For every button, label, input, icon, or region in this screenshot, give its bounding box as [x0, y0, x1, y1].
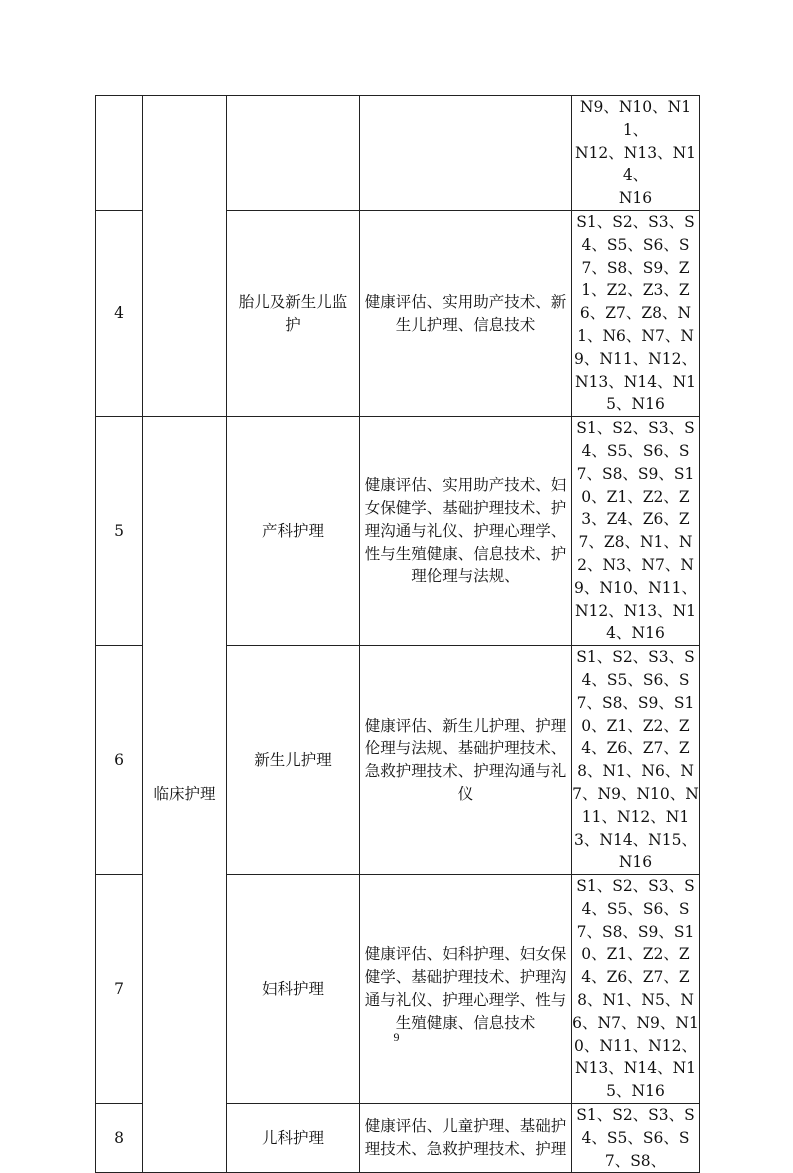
course-name — [227, 96, 360, 211]
competency-codes — [572, 96, 700, 211]
content-line: 生儿护理、信息技术 — [395, 315, 536, 334]
competency-codes: S1、S2、S3、S4、S5、S6、S7、S8、 — [572, 1104, 700, 1173]
row-number: 4 — [96, 210, 143, 416]
curriculum-table — [95, 95, 700, 1173]
related-courses — [360, 96, 572, 211]
category-cell — [143, 96, 227, 417]
course-name: 胎儿及新生儿监 护 — [227, 210, 360, 416]
related-courses — [360, 210, 572, 416]
codes-line: N16 — [618, 189, 653, 208]
related-courses: 健康评估、新生儿护理、护理伦理与法规、基础护理技术、急救护理技术、护理沟通与礼仪 — [360, 646, 572, 875]
course-name: 妇科护理 — [227, 875, 360, 1104]
course-name: 产科护理 — [227, 417, 360, 646]
competency-codes: S1、S2、S3、S4、S5、S6、S7、S8、S9、S10、Z1、Z2、Z4、Z6、Z7、Z8、N1、N5、N6、N7、N9、N10、N11、N12、N13、N14、N15、N16 — [572, 875, 700, 1104]
competency-codes: S1、S2、S3、S4、S5、S6、S7、S8、S9、S10、Z1、Z2、Z3、Z4、Z6、Z7、Z8、N1、N2、N3、N7、N9、N10、N11、N12、N13、N14、N16 — [572, 417, 700, 646]
row-number: 7 — [96, 875, 143, 1104]
row-number: 6 — [96, 646, 143, 875]
content-line: 健康评估、实用助产技术、新 — [364, 292, 567, 311]
row-number: 5 — [96, 417, 143, 646]
related-courses: 健康评估、妇科护理、妇女保健学、基础护理技术、护理沟通与礼仪、护理心理学、性与生殖健康、信息技术 — [360, 875, 572, 1104]
codes-line: N9、N10、N11、 — [579, 98, 692, 139]
related-courses: 健康评估、儿童护理、基础护理技术、急救护理技术、护理 — [360, 1104, 572, 1173]
table-row — [96, 96, 700, 211]
row-number: 8 — [96, 1104, 143, 1173]
competency-codes: S1、S2、S3、S4、S5、S6、S7、S8、S9、S10、Z1、Z2、Z4、Z6、Z7、Z8、N1、N6、N7、N9、N10、N11、N12、N13、N14、N15、N16 — [572, 646, 700, 875]
table-row — [96, 417, 700, 646]
course-name: 儿科护理 — [227, 1104, 360, 1173]
row-number — [96, 96, 143, 211]
related-courses: 健康评估、实用助产技术、妇女保健学、基础护理技术、护理沟通与礼仪、护理心理学、性与生殖健康、信息技术、护理伦理与法规、 — [360, 417, 572, 646]
competency-codes: S1、S2、S3、S4、S5、S6、S7、S8、S9、Z1、Z2、Z3、Z6、Z7、Z8、N1、N6、N7、N9、N11、N12、N13、N14、N15、N16 — [572, 210, 700, 416]
category-cell-clinical-nursing: 临床护理 — [143, 417, 227, 1173]
page-number: 9 — [393, 1030, 400, 1044]
codes-line: N12、N13、N14、 — [575, 143, 696, 185]
course-name: 新生儿护理 — [227, 646, 360, 875]
